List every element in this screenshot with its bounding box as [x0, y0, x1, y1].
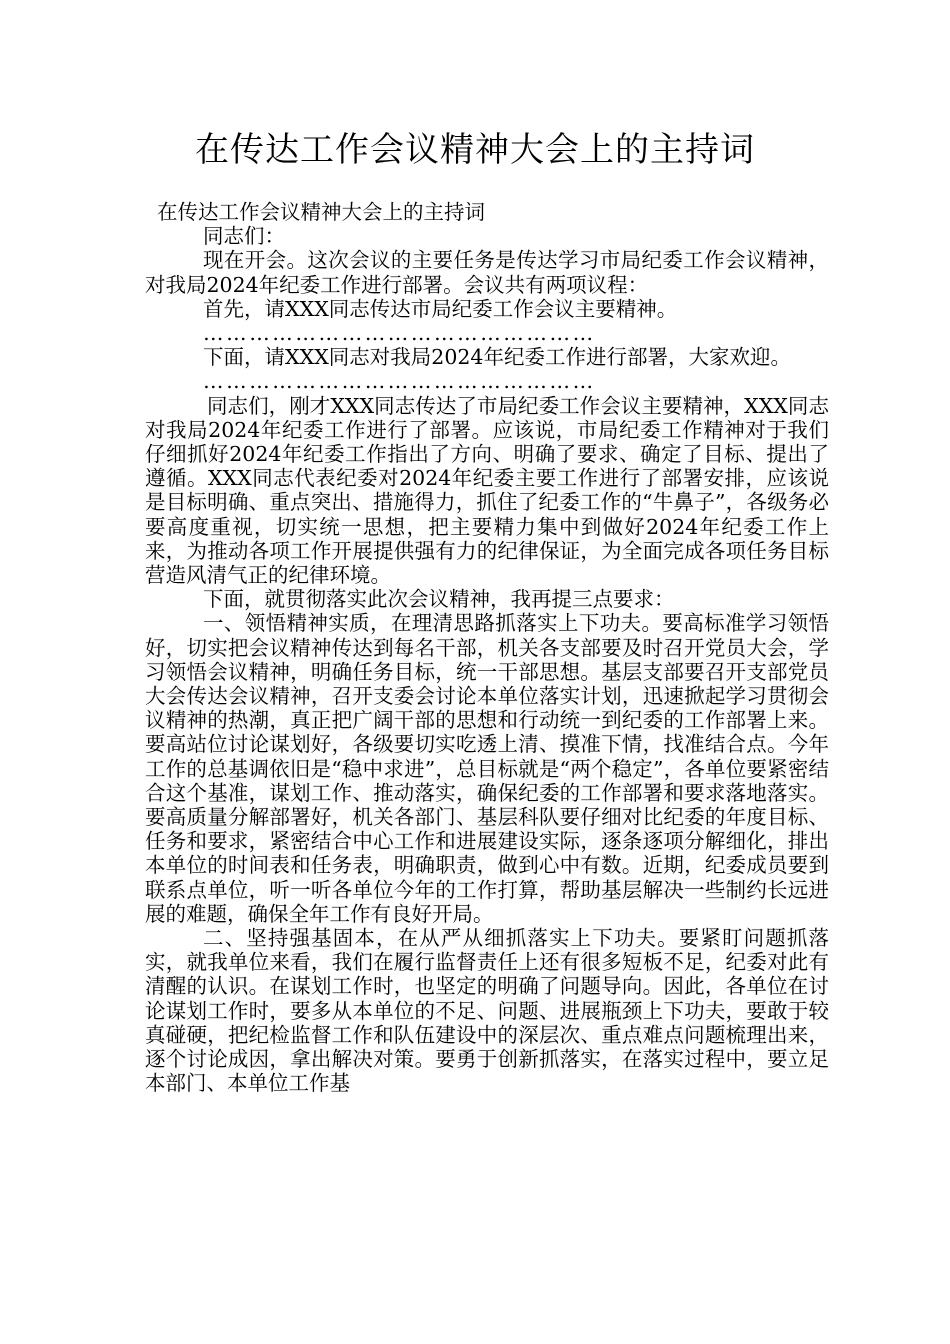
document-title: 在传达工作会议精神大会上的主持词 [195, 130, 755, 170]
document-subtitle: 在传达工作会议精神大会上的主持词 [157, 200, 485, 224]
paragraph-opening: 现在开会。这次会议的主要任务是传达学习市局纪委工作会议精神，对我局2024年纪委工作进行部署。会议共有两项议程： [145, 248, 829, 297]
paragraph-summary: 同志们，刚才XXX同志传达了市局纪委工作会议主要精神，XXX同志对我局2024年纪委工作进行了部署。应该说，市局纪委工作精神对于我们仔细抓好2024年纪委工作指出了方向、明确了要求、确定了目标、提出了遵循。XXX同志代表纪委对2024年纪委主要工作进行了部署安排，应该说是目标明确、重点突出、措施得力，抓住了纪委工作的“牛鼻子”，各级务必要高度重视，切实统一思想，把主要精力集中到做好2024年纪委工作上来，为推动各项工作开展提供强有力的纪律保证，为全面完成各项任务目标营造风清气正的纪律环境。 [145, 393, 829, 588]
ellipsis-line: …………………………………………… [203, 369, 596, 394]
paragraph-requirements-intro: 下面，就贯彻落实此次会议精神，我再提三点要求： [203, 587, 675, 612]
ellipsis-line: …………………………………………… [203, 321, 596, 346]
greeting: 同志们： [203, 224, 285, 249]
document-body [145, 200, 829, 1095]
paragraph-requirement-two: 二、坚持强基固本，在从严从细抓落实上下功夫。要紧盯问题抓落实，就我单位来看，我们在履行监督责任上还有很多短板不足，纪委对此有清醒的认识。在谋划工作时，也坚定的明确了问题导向。因此，各单位在讨论谋划工作时，要多从本单位的不足、问题、进展瓶颈上下功夫，要敢于较真碰硬，把纪检监督工作和队伍建设中的深层次、重点难点问题梳理出来，逐个讨论成因，拿出解决对策。要勇于创新抓落实，在落实过程中，要立足本部门、本单位工作基 [145, 926, 829, 1096]
paragraph-agenda-second: 下面，请XXX同志对我局2024年纪委工作进行部署，大家欢迎。 [203, 345, 791, 370]
paragraph-agenda-first: 首先，请XXX同志传达市局纪委工作会议主要精神。 [203, 296, 678, 321]
paragraph-requirement-one: 一、领悟精神实质，在理清思路抓落实上下功夫。要高标准学习领悟好，切实把会议精神传达到每名干部，机关各支部要及时召开党员大会，学习领悟会议精神，明确任务目标，统一干部思想。基层支部要召开支部党员大会传达会议精神，召开支委会讨论本单位落实计划，迅速掀起学习贯彻会议精神的热潮，真正把广阔干部的思想和行动统一到纪委的工作部署上来。要高站位讨论谋划好，各级要切实吃透上清、摸准下情，找准结合点。今年工作的总基调依旧是“稳中求进”，总目标就是“两个稳定”，各单位要紧密结合这个基准，谋划工作、推动落实，确保纪委的工作部署和要求落地落实。要高质量分解部署好，机关各部门、基层科队要仔细对比纪委的年度目标、任务和要求，紧密结合中心工作和进展建设实际，逐条逐项分解细化，排出本单位的时间表和任务表，明确职责，做到心中有数。近期，纪委成员要到联系点单位，听一听各单位今年的工作打算，帮助基层解决一些制约长远进展的难题，确保全年工作有良好开局。 [145, 611, 829, 926]
